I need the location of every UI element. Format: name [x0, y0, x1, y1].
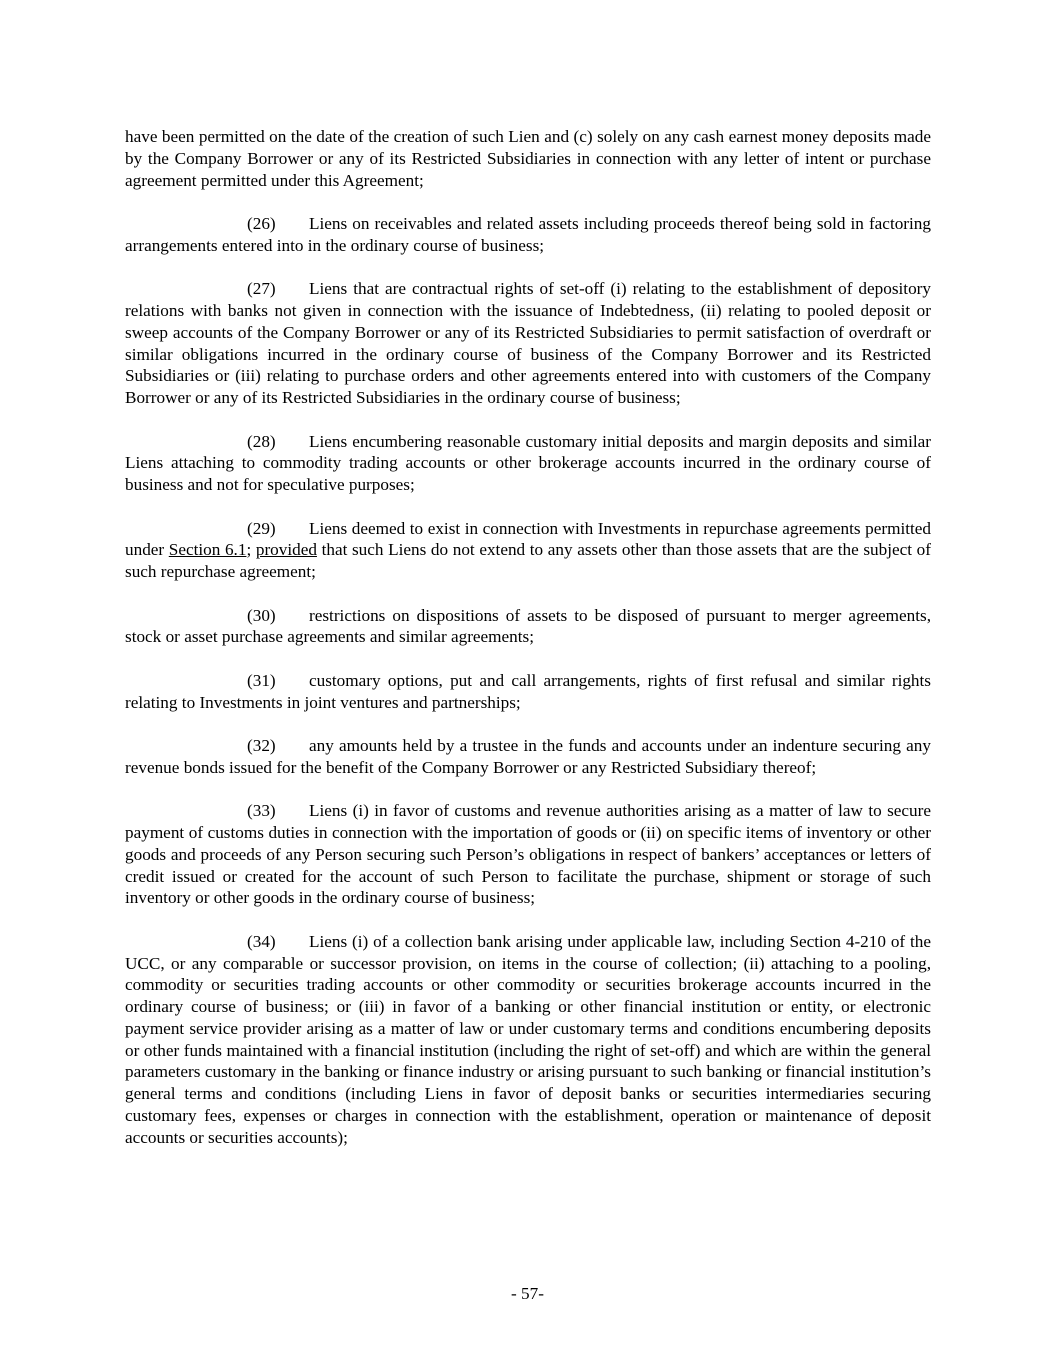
- section-reference-link[interactable]: Section 6.1: [168, 540, 247, 560]
- item-number: (26): [247, 214, 276, 233]
- list-item-31: [125, 670, 931, 714]
- item-text: customary options, put and call arrangements, rights of first refusal and similar rights relating to Investments in joint ventures and partnerships;: [125, 670, 931, 712]
- item-text: that such Liens do not extend to any assets other than those assets that are the subject of such repurchase agreement;: [125, 540, 931, 581]
- item-number: (29): [247, 518, 276, 538]
- document-body: [125, 126, 931, 1170]
- list-item-26: [125, 213, 931, 257]
- list-item-34: [125, 931, 931, 1149]
- item-text: Liens (i) in favor of customs and revenue authorities arising as a matter of law to secure payment of customs duties in connection with the importation of goods or (ii) on specific items of inventory or other goods and proceeds of any Person securing such Person’s obligations in respect of bankers’ acceptances or letters of credit issued or created for the account of such Person to facilitate the purchase, shipment or storage of such inventory or other goods in the ordinary course of business;: [125, 801, 931, 908]
- item-number: (34): [247, 931, 276, 951]
- list-item-29: [125, 518, 931, 583]
- item-text: ;: [246, 540, 256, 560]
- provided-term: provided: [255, 540, 317, 560]
- list-item-33: [125, 800, 931, 909]
- item-number: (32): [247, 736, 276, 755]
- item-number: (30): [247, 605, 276, 625]
- item-number: (33): [247, 801, 276, 821]
- item-number: (27): [247, 279, 276, 299]
- item-text: Liens on receivables and related assets including proceeds thereof being sold in factoring arrangements entered into in the ordinary course of business;: [125, 214, 931, 255]
- item-text: restrictions on dispositions of assets to be disposed of pursuant to merger agreements, stock or asset purchase agreements and similar agreements;: [125, 605, 931, 647]
- paragraph-continuation: have been permitted on the date of the creation of such Lien and (c) solely on any cash earnest money deposits made by the Company Borrower or any of its Restricted Subsidiaries in connection with any letter of intent or purchase agreement permitted under this Agreement;: [125, 127, 931, 190]
- page-number: - 57-: [511, 1284, 544, 1303]
- list-item-30: [125, 605, 931, 649]
- list-item-32: [125, 735, 931, 779]
- item-text: Liens that are contractual rights of set-off (i) relating to the establishment of depository relations with banks not given in connection with the issuance of Indebtedness, (ii) relating to pooled deposit or sweep accounts of the Company Borrower or any of its Restricted Subsidiaries to permit satisfaction of overdraft or similar obligations incurred in the ordinary course of business of the Company Borrower and its Restricted Subsidiaries or (iii) relating to purchase orders and other agreements entered into with customers of the Company Borrower or any of its Restricted Subsidiaries in the ordinary course of business;: [125, 279, 931, 407]
- item-text: Liens deemed to exist in connection with Investments in repurchase agreements permitted under: [125, 518, 931, 560]
- item-text: Liens (i) of a collection bank arising under applicable law, including Section 4-210 of the UCC, or any comparable or successor provision, on items in the course of collection; (ii) attaching to a pooling, commodity or securities trading accounts or other commodity or securities brokerage accounts incurred in the ordinary course of business; or (iii) in favor of a banking or other financial institution or entity, or electronic payment service provider arising as a matter of law or under customary terms and conditions encumbering deposits or other funds maintained with a financial institution (including the right of set-off) and which are within the general parameters customary in the banking or finance industry or arising pursuant to such banking or financial institution’s general terms and conditions (including Liens in favor of deposit banks or securities intermediaries securing customary fees, expenses or charges in connection with the establishment, operation or maintenance of deposit accounts or securities accounts);: [125, 931, 931, 1147]
- item-number: (28): [247, 431, 276, 451]
- list-item-28: [125, 431, 931, 496]
- item-text: any amounts held by a trustee in the funds and accounts under an indenture securing any revenue bonds issued for the benefit of the Company Borrower or any Restricted Subsidiary thereof;: [125, 736, 931, 777]
- item-number: (31): [247, 670, 276, 690]
- list-item-27: [125, 278, 931, 409]
- item-text: Liens encumbering reasonable customary initial deposits and margin deposits and similar Liens attaching to commodity trading accounts or other brokerage accounts incurred in the ordinary course of business and not for speculative purposes;: [125, 431, 931, 494]
